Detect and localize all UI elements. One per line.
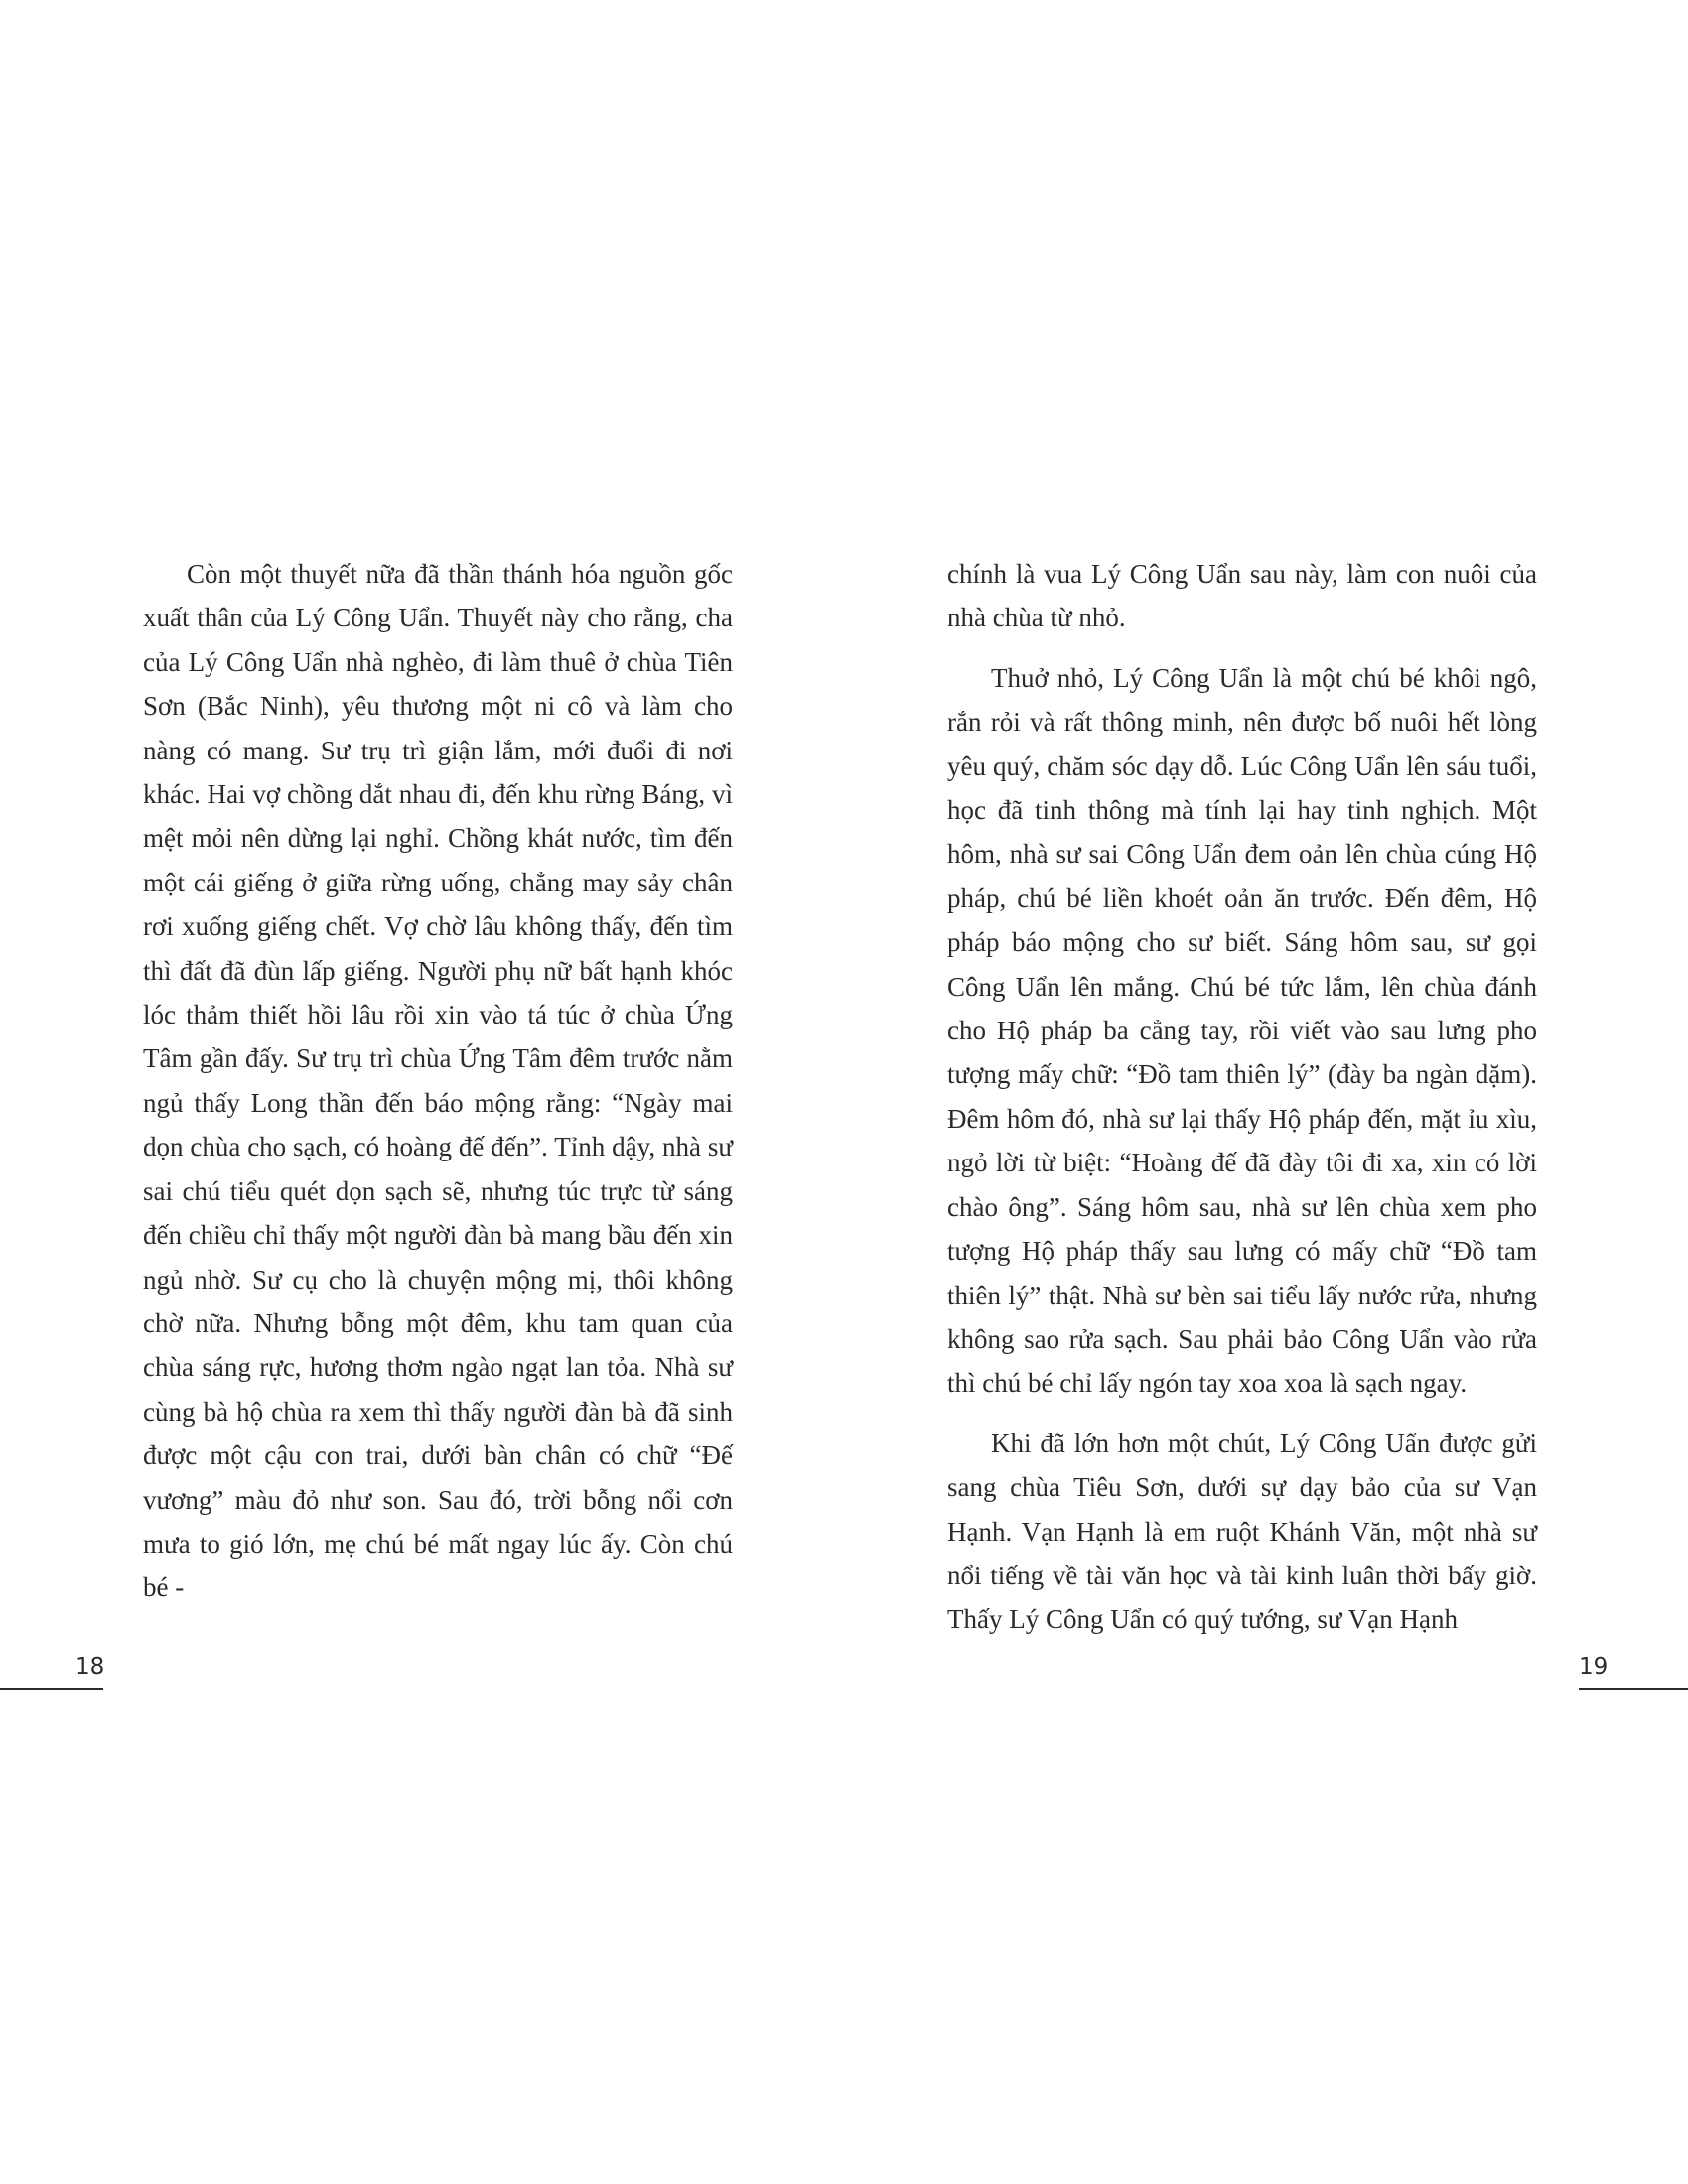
- paragraph: Thuở nhỏ, Lý Công Uẩn là một chú bé khôi ngô, rắn rỏi và rất thông minh, nên được bố nuôi hết lòng yêu quý, chăm sóc dạy dỗ. Lúc Công Uẩn lên sáu tuổi, học đã tinh thông mà tính lại hay tinh nghịch. Một hôm, nhà sư sai Công Uẩn đem oản lên chùa cúng Hộ pháp, chú bé liền khoét oản ăn trước. Đến đêm, Hộ pháp báo mộng cho sư biết. Sáng hôm sau, sư gọi Công Uẩn lên mắng. Chú bé tức lắm, lên chùa đánh cho Hộ pháp ba cẳng tay, rồi viết vào sau lưng pho tượng mấy chữ: “Đồ tam thiên lý” (đày ba ngàn dặm). Đêm hôm đó, nhà sư lại thấy Hộ pháp đến, mặt ỉu xìu, ngỏ lời từ biệt: “Hoàng đế đã đày tôi đi xa, xin có lời chào ông”. Sáng hôm sau, nhà sư lên chùa xem pho tượng Hộ pháp thấy sau lưng có mấy chữ “Đồ tam thiên lý” thật. Nhà sư bèn sai tiểu lấy nước rửa, nhưng không sao rửa sạch. Sau phải bảo Công Uẩn vào rửa thì chú bé chỉ lấy ngón tay xoa xoa là sạch ngay.: [947, 662, 1537, 1399]
- page-number: 18: [75, 1654, 105, 1680]
- page-number: 19: [1579, 1654, 1609, 1680]
- paragraph: Khi đã lớn hơn một chút, Lý Công Uẩn được gửi sang chùa Tiêu Sơn, dưới sự dạy bảo của sư Vạn Hạnh. Vạn Hạnh là em ruột Khánh Văn, một nhà sư nổi tiếng về tài văn học và tài kinh luân thời bấy giờ. Thấy Lý Công Uẩn có quý tướng, sư Vạn Hạnh: [947, 1428, 1537, 1635]
- paragraph: Còn một thuyết nữa đã thần thánh hóa nguồn gốc xuất thân của Lý Công Uẩn. Thuyết này cho rằng, cha của Lý Công Uẩn nhà nghèo, đi làm thuê ở chùa Tiên Sơn (Bắc Ninh), yêu thương một ni cô và làm cho nàng có mang. Sư trụ trì giận lắm, mới đuổi đi nơi khác. Hai vợ chồng dắt nhau đi, đến khu rừng Báng, vì mệt mỏi nên dừng lại nghỉ. Chồng khát nước, tìm đến một cái giếng ở giữa rừng uống, chẳng may sảy chân rơi xuống giếng chết. Vợ chờ lâu không thấy, đến tìm thì đất đã đùn lấp giếng. Người phụ nữ bất hạnh khóc lóc thảm thiết hồi lâu rồi xin vào tá túc ở chùa Ứng Tâm gần đấy. Sư trụ trì chùa Ứng Tâm đêm trước nằm ngủ thấy Long thần đến báo mộng rằng: “Ngày mai dọn chùa cho sạch, có hoàng đế đến”. Tỉnh dậy, nhà sư sai chú tiểu quét dọn sạch sẽ, nhưng túc trực từ sáng đến chiều chỉ thấy một người đàn bà mang bầu đến xin ngủ nhờ. Sư cụ cho là chuyện mộng mị, thôi không chờ nữa. Nhưng bỗng một đêm, khu tam quan của chùa sáng rực, hương thơm ngào ngạt lan tỏa. Nhà sư cùng bà hộ chùa ra xem thì thấy người đàn bà đã sinh được một cậu con trai, dưới bàn chân có chữ “Đế vương” màu đỏ như son. Sau đó, trời bỗng nổi cơn mưa to gió lớn, mẹ chú bé mất ngay lúc ấy. Còn chú bé -: [143, 559, 733, 1603]
- right-page: [844, 0, 1688, 2184]
- right-text-column: [947, 552, 1537, 1642]
- footer-rule: [0, 1688, 103, 1690]
- paragraph-continuation: chính là vua Lý Công Uẩn sau này, làm con nuôi của nhà chùa từ nhỏ.: [947, 559, 1537, 633]
- footer-rule: [1579, 1688, 1688, 1690]
- left-text-column: [143, 552, 733, 1610]
